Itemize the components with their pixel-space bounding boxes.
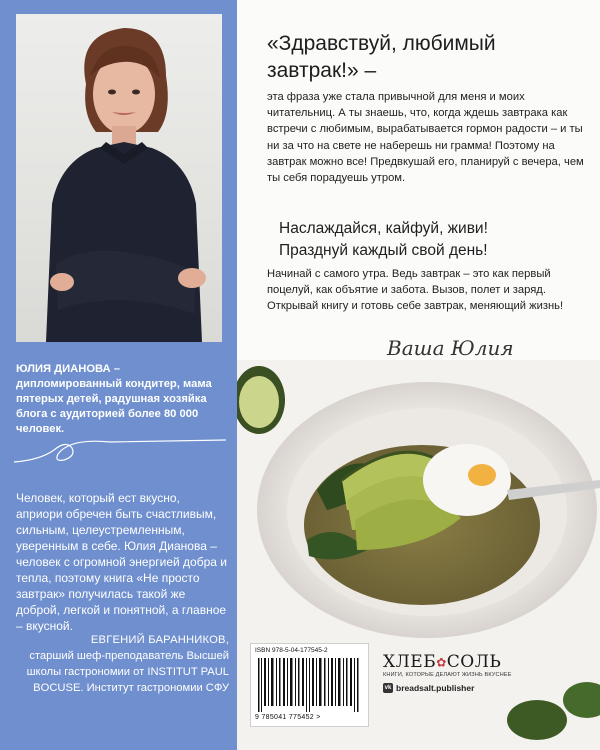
slogan	[279, 218, 599, 262]
barcode-icon	[258, 658, 360, 712]
author-signature: Ваша Юлия	[387, 336, 514, 360]
left-panel	[0, 0, 237, 750]
intro-paragraph: эта фраза уже стала привычной для меня и моих читательниц. А ты знаешь, что, когда ждешь завтрака как встречи с любимым, вырабатывается гормон радости – и ты ни за что на свете не наберешь ни грамма! Поэтому на завтрак можно все! Предвкушай его, планируй с вечера, чем ты себя порадуешь утром.	[267, 91, 584, 185]
publisher-social-handle: breadsalt.publisher	[396, 683, 475, 693]
review-text: Человек, который ест вкусно, априори обречен быть счастливым, сильным, целеустремленным, уверенным в себе. Юлия Дианова – человек с огромной энергией добра и тепла, поэтому книга «Не просто завтрак» получилась такой же доброй, легкой и понятной, а главное – вкусной.	[16, 491, 227, 633]
closing-paragraph: Начинай с самого утра. Ведь завтрак – это как первый поцелуй, как объятие и забота. Вызов, полет и заряд. Открывай книгу и готовь себе завтрак, меняющий жизнь!	[267, 268, 564, 313]
publisher-logo-right: СОЛЬ	[446, 652, 502, 672]
barcode-number: 9 785041 775452 >	[255, 714, 321, 721]
decorative-swirl-icon	[10, 432, 230, 472]
vk-icon: vk	[384, 685, 392, 691]
reviewer-name: ЕВГЕНИЙ БАРАННИКОВ,	[90, 634, 229, 646]
slogan-line-2: Празднуй каждый свой день!	[279, 242, 488, 259]
publisher-logo-left: ХЛЕБ	[383, 652, 437, 672]
author-bio: ЮЛИЯ ДИАНОВА – дипломированный кондитер, мама пятерых детей, радушная хозяйка блога с аудиторией более 80 000 человек.	[16, 363, 212, 435]
author-photo	[16, 14, 222, 342]
publisher-social	[383, 683, 513, 693]
publisher-tagline: КНИГИ, КОТОРЫЕ ДЕЛАЮТ ЖИЗНЬ ВКУСНЕЕ	[383, 672, 512, 678]
reviewer-signature	[9, 632, 229, 696]
publisher-logo	[383, 652, 513, 672]
barcode-box	[250, 643, 369, 727]
isbn-label: ISBN 978-5-04-177545-2	[255, 647, 328, 654]
quote-title: «Здравствуй, любимый завтрак!» –	[267, 32, 496, 82]
publisher-block	[383, 652, 513, 693]
slogan-line-1: Наслаждайся, кайфуй, живи!	[279, 220, 488, 237]
flower-icon: ✿	[436, 655, 447, 670]
reviewer-position: старший шеф-преподаватель Высшей школы гастрономии от INSTITUT PAUL BOCUSE. Институт гастрономии СФУ	[26, 650, 229, 694]
